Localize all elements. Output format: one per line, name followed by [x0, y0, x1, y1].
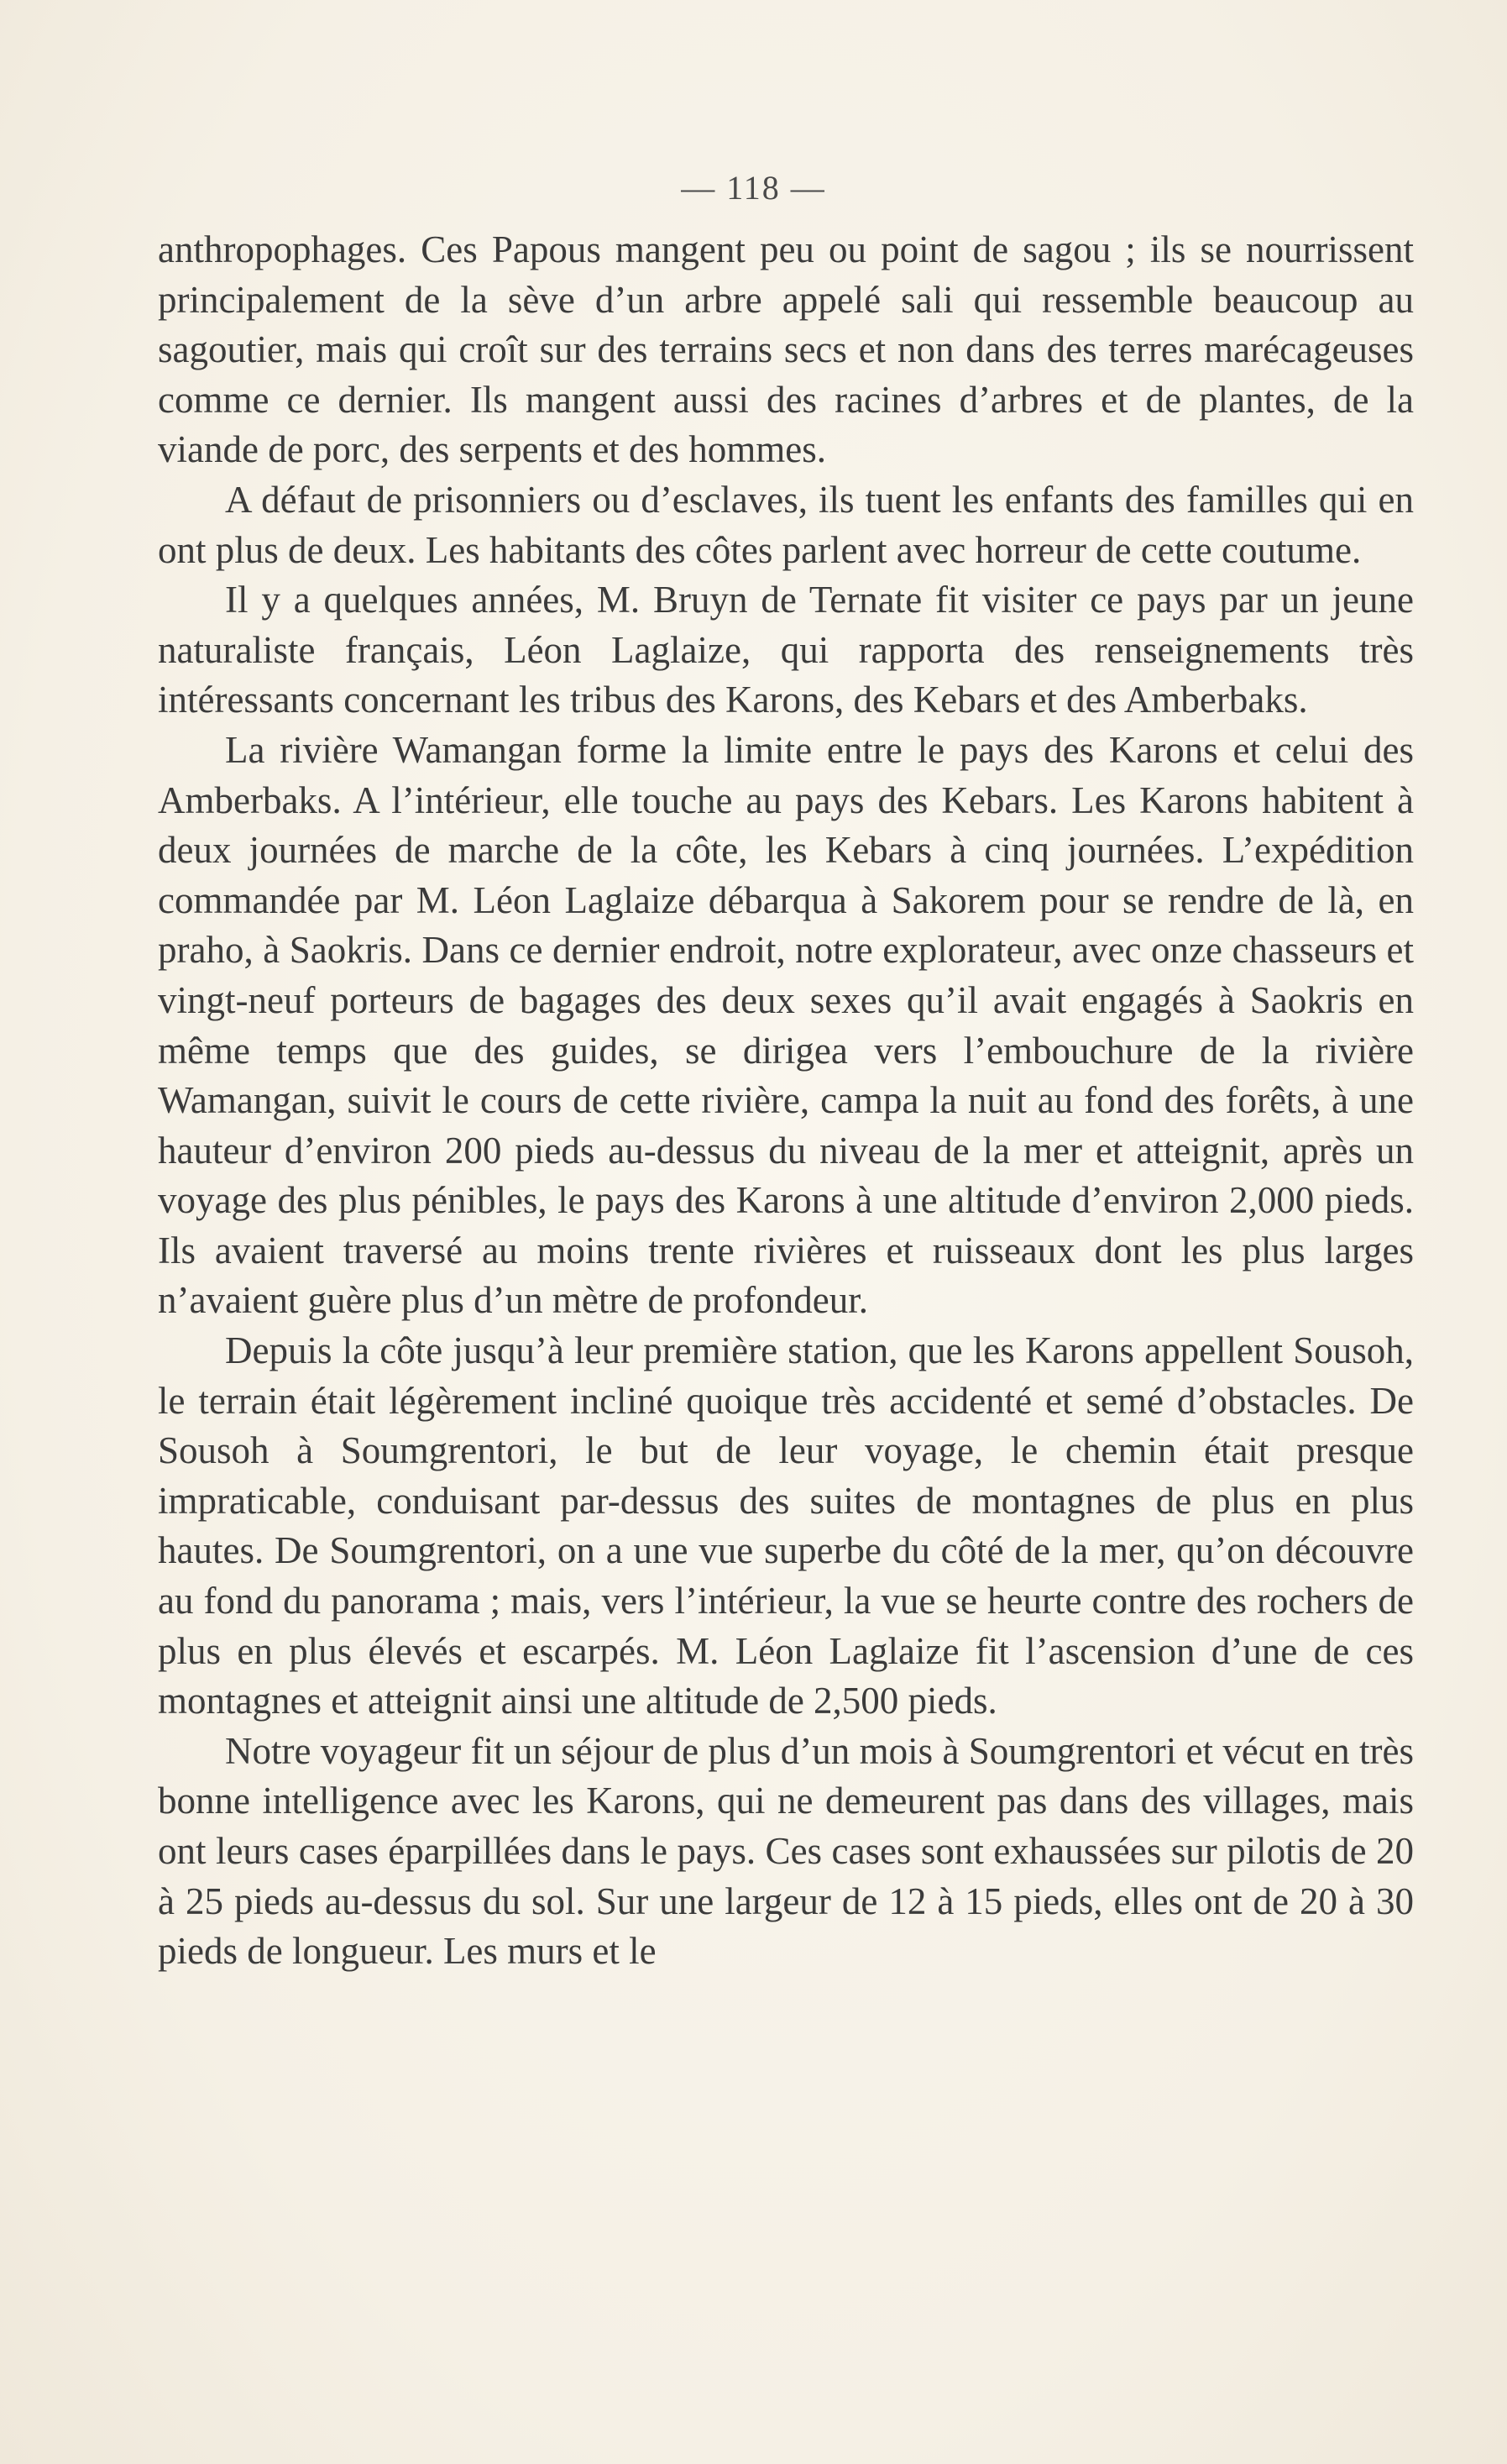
paragraph-6: Notre voyageur fit un séjour de plus d’un mois à Soumgrentori et vécut en très bonne intelligence avec les Karons, qui ne demeurent pas dans des villages, mais ont leurs cases éparpillées dans le pays. Ces cases sont exhaussées sur pilotis de 20 à 25 pieds au-dessus du sol. Sur une largeur de 12 à 15 pieds, elles ont de 20 à 30 pieds de longueur. Les murs et le [158, 1729, 1414, 1973]
page-number: — 118 — [681, 169, 826, 207]
paragraph-5: Depuis la côte jusqu’à leur première station, que les Karons appellent Sousoh, le terrain était légèrement incliné quoique très accidenté et semé d’obstacles. De Sousoh à Soumgrentori, le but de leur voyage, le chemin était presque impraticable, conduisant par-dessus des suites de montagnes de plus en plus hautes. De Soumgrentori, on a une vue superbe du côté de la mer, qu’on découvre au fond du panorama ; mais, vers l’intérieur, la vue se heurte contre des rochers de plus en plus élevés et escarpés. M. Léon Laglaize fit l’ascension d’une de ces montagnes et atteignit ainsi une altitude de 2,500 pieds. [158, 1329, 1414, 1722]
paragraph-2: A défaut de prisonniers ou d’esclaves, ils tuent les enfants des familles qui en ont plus de deux. Les habitants des côtes parlent avec horreur de cette coutume. [158, 478, 1414, 571]
paragraph-4: La rivière Wamangan forme la limite entre le pays des Karons et celui des Amberbaks. A l’intérieur, elle touche au pays des Kebars. Les Karons habitent à deux journées de marche de la côte, les Kebars à cinq journées. L’expédition commandée par M. Léon Laglaize débarqua à Sakorem pour se rendre de là, en praho, à Saokris. Dans ce dernier endroit, notre explorateur, avec onze chasseurs et vingt-neuf porteurs de bagages des deux sexes qu’il avait engagés à Saokris en même temps que des guides, se dirigea vers l’embouchure de la rivière Wamangan, suivit le cours de cette rivière, campa la nuit au fond des forêts, à une hauteur d’environ 200 pieds au-dessus du niveau de la mer et atteignit, après un voyage des plus pénibles, le pays des Karons à une altitude d’environ 2,000 pieds. Ils avaient traversé au moins trente rivières et ruisseaux dont les plus larges n’avaient guère plus d’un mètre de profondeur. [158, 728, 1414, 1322]
body-text [158, 225, 1414, 1977]
paragraph-3: Il y a quelques années, M. Bruyn de Ternate fit visiter ce pays par un jeune naturaliste français, Léon Laglaize, qui rapporta des renseignements très intéressants concernant les tribus des Karons, des Kebars et des Amberbaks. [158, 579, 1414, 721]
paragraph-1: anthropophages. Ces Papous mangent peu ou point de sagou ; ils se nourrissent principalement de la sève d’un arbre appelé sali qui ressemble beaucoup au sagoutier, mais qui croît sur des terrains secs et non dans des terres marécageuses comme ce dernier. Ils mangent aussi des racines d’arbres et de plantes, de la viande de porc, des serpents et des hommes. [158, 228, 1414, 471]
